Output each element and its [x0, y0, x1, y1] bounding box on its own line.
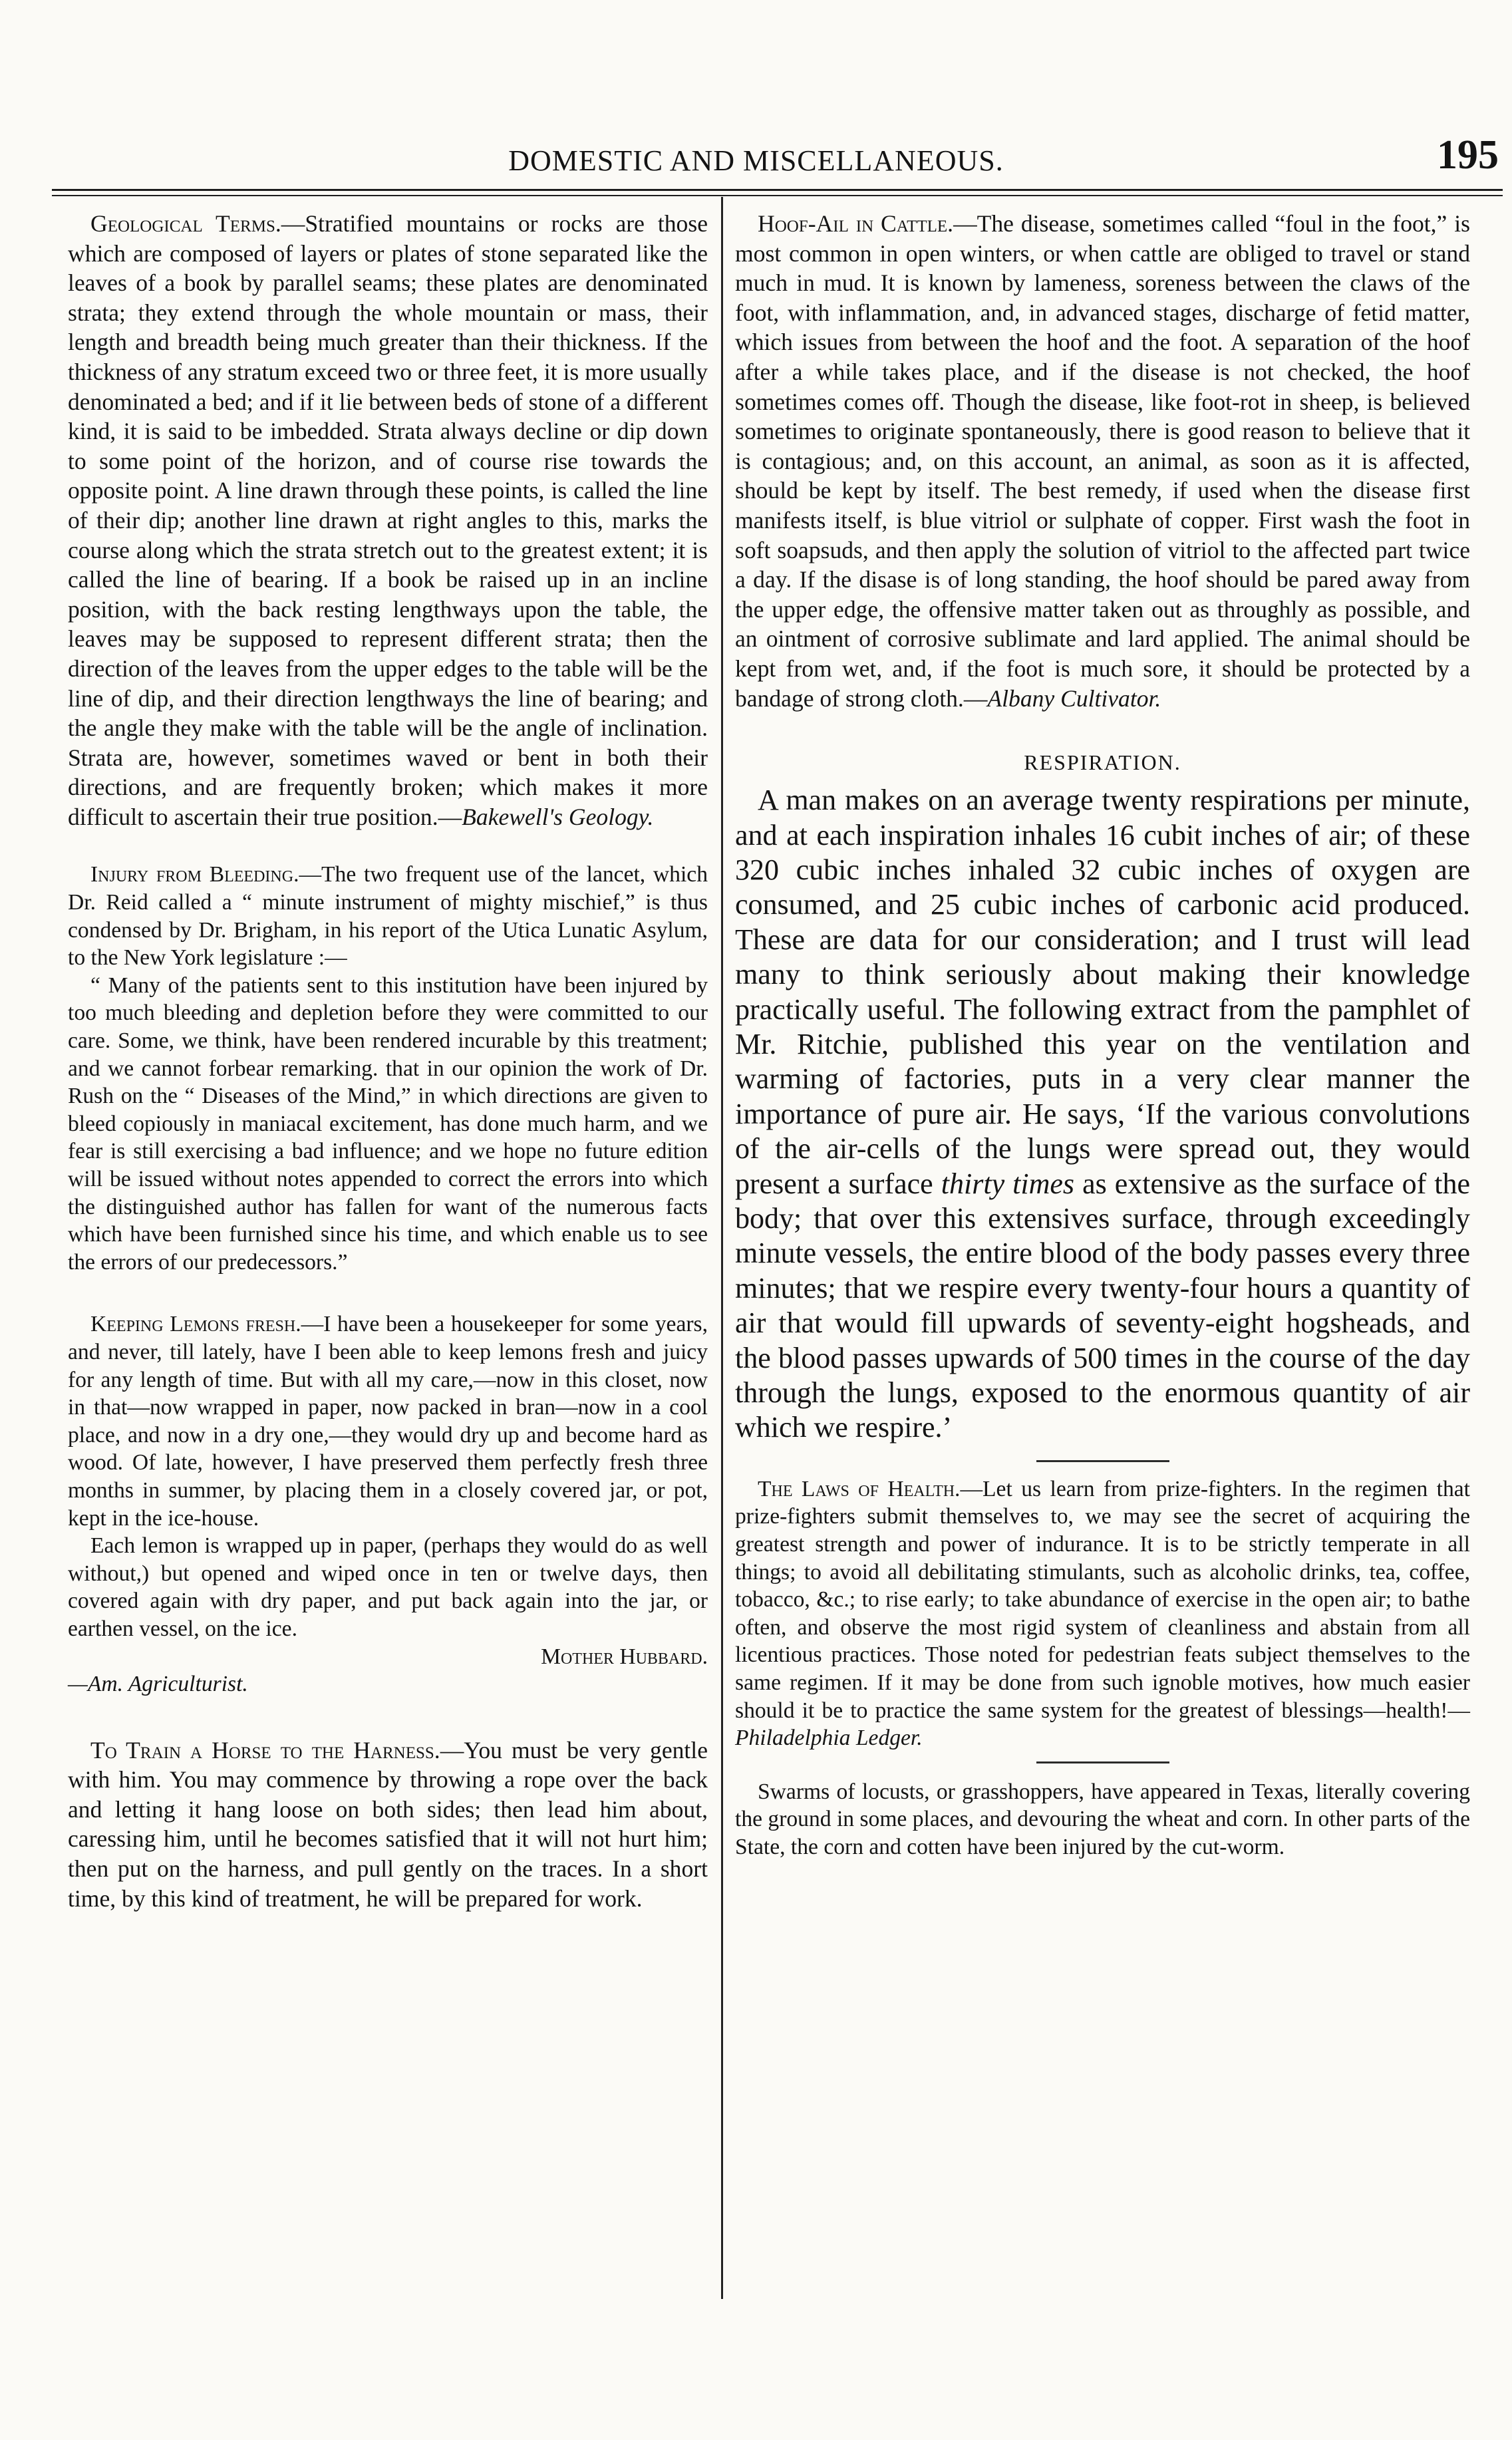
- article-injury-bleeding: [68, 861, 708, 971]
- column-divider: [721, 197, 723, 2299]
- article-locusts: Swarms of locusts, or grasshoppers, have appeared in Texas, literally covering the ground in some places, and devouring the wheat and corn. In other parts of the State, the corn and cotten have been injured by the cut-worm.: [735, 1779, 1470, 1859]
- article-body: —You must be very gentle with him. You may commence by throwing a rope over the back and letting it hang loose on both sides; then lead him about, caressing him, until he becomes satisfied that it will not hurt him; then put on the harness, and pull gently on the traces. In a short time, by this kind of treatment, he will be prepared for work.: [68, 1736, 708, 1912]
- page-number: 195: [1437, 132, 1499, 178]
- article-body: —Stratified mountains or rocks are those which are composed of layers or plates of stone separated like the leaves of a book by parallel seams; these plates are denominated strata; they extend through the whole mountain or mass, their length and breadth being much greater than their thickness. If the thickness of any stratum exceed two or three feet, it is more usually denominated a bed; and if it lie between beds of stone of a different kind, it is said to be imbedded. Strata always decline or dip down to some point of the horizon, and of course rise towards the opposite point. A line drawn through these points, is called the line of their dip; another line drawn at right angles to this, marks the course along which the strata stretch out to the greatest extent; it is called the line of bearing. If a book be raised up in an incline position, with the back resting lengthways upon the table, the leaves may be supposed to represent different strata; then the direction of the leaves from the upper edges to the table will be the line of dip, and their direction lengthways the line of bearing; and the angle they make with the table will be the angle of inclination. Strata are, however, sometimes waved or bent in both their directions, and are frequently broken; which makes it more difficult to ascertain their true position.—: [68, 210, 708, 830]
- article-laws-health: [735, 1475, 1470, 1752]
- running-title: DOMESTIC AND MISCELLANEOUS.: [508, 144, 1004, 177]
- article-title: To Train a Horse to the Harness.: [90, 1736, 440, 1763]
- article-source: Albany Cultivator.: [987, 685, 1161, 712]
- section-rule: [1036, 1460, 1169, 1462]
- right-column: [735, 204, 1470, 1861]
- article-emphasis: thirty times: [941, 1167, 1075, 1200]
- article-train-horse: [68, 1736, 708, 1914]
- article-body-end: as extensive as the surface of the body; that over this extensives surface, through exceedingly minute vessels, the entire blood of the body passes every three minutes; that we respire every twenty-four hours a quantity of air that would fill upwards of seventy-eight hogsheads, and the blood passes upwards of 500 times in the course of the day through the lungs, exposed to the enormous quantity of air which we respire.’: [735, 1167, 1471, 1444]
- article-source-text: —Am. Agriculturist.: [68, 1672, 248, 1697]
- article-keeping-lemons: [68, 1310, 708, 1532]
- article-quote: “ Many of the patients sent to this institution have been injured by too much bleeding and depletion before they were committed to our care. Some, we think, have been rendered incurable by this treatment; and we cannot forbear remarking. that in our opinion the work of Dr. Rush on the “ Diseases of the Mind,” in which directions are given to bleed copiously in maniacal excitement, has done much harm, and we fear is still exercising a bad influence; and we hope no future edition will be issued without notes appended to correct the errors into which the distinguished author has fallen for want of the numerous facts which have been furnished since his time, and which enable us to see the errors of our predecessors.”: [68, 973, 708, 1275]
- respiration-heading: RESPIRATION.: [1024, 750, 1181, 775]
- article-body-continued: Each lemon is wrapped up in paper, (perhaps they would do as well without,) but opened and wiped once in ten or twelve days, then covered again with dry paper, and put back again into the jar, or earthen vessel, on the ice.: [68, 1533, 708, 1641]
- article-body: —Let us learn from prize-fighters. In the regimen that prize-fighters submit themselves to, we may see the secret of acquiring the greatest strength and power of indurance. It is to be strictly temperate in all things; to avoid all debilitating stimulants, such as alcoholic drinks, tea, coffee, tobacco, &c.; to rise early; to take abundance of exercise in the open air; to bathe often, and observe the most rigid system of cleanliness and abstain from all licentious practices. Those noted for pedestrian feats subject themselves to the same regimen. If it may be done from such ignoble motives, how much easier should it be to practice the same system for the greatest of blessings—health!—: [735, 1476, 1471, 1723]
- article-title: The Laws of Health.: [758, 1476, 961, 1501]
- header-rule: [52, 189, 1503, 196]
- article-hoof-ail: [735, 209, 1470, 713]
- article-title: Geological Terms.: [90, 210, 281, 237]
- article-title: Injury from Bleeding.: [90, 862, 299, 887]
- article-source: [68, 1670, 708, 1698]
- article-geological-terms: [68, 209, 708, 832]
- article-body: —The two frequent use of the lancet, which Dr. Reid called a “ minute instrument of mighty mischief,” is thus condensed by Dr. Brigham, in his report of the Utica Lunatic Asylum, to the New York legislature :—: [68, 862, 708, 971]
- article-body: —I have been a housekeeper for some years, and never, till lately, have I been able to keep lemons fresh and juicy for any length of time. But with all my care,—now in this closet, now in that—now wrapped in paper, now packed in bran—now in a cool place, and now in a dry one,—they would dry up and become hard as wood. Of late, however, I have preserved them perfectly fresh three months in summer, by placing them in a closely covered jar, or pot, kept in the ice-house.: [68, 1312, 708, 1531]
- section-rule: [1036, 1761, 1169, 1763]
- article-body: —The disease, sometimes called “foul in the foot,” is most common in open winters, or when cattle are obliged to travel or stand much in mud. It is known by lameness, soreness between the claws of the foot, with inflammation, and, in advanced stages, discharge of fetid matter, which issues from between the hoof and the foot. A separation of the hoof after a while takes place, and if the disease is not checked, the hoof sometimes comes off. Though the disease, like foot-rot in sheep, is believed sometimes to originate spontaneously, there is good reason to believe that it is contagious; and, on this account, an animal, as soon as it is affected, should be kept by itself. The best remedy, if used when the disease first manifests itself, is blue vitriol or sulphate of copper. First wash the foot in soft soapsuds, and then apply the solution of vitriol to the affected part twice a day. If the disase is of long standing, the hoof should be pared away from the upper edge, the offensive matter taken out as throughly as possible, and an ointment of corrosive sublimate and lard applied. The animal should be kept from wet, and, if the foot is much sore, it should be protected by a bandage of strong cloth.—: [735, 210, 1470, 712]
- article-source: Bakewell's Geology.: [462, 803, 654, 830]
- article-source: Philadelphia Ledger.: [735, 1726, 923, 1751]
- article-body: A man makes on an average twenty respirations per minute, and at each inspiration inhales 16 cubit inches of air; of these 320 cubic inches inhaled 32 cubic inches of oxygen are consumed, and 25 cubic inches of carbonic acid produced. These are data for our consideration; and I trust will lead many to think seriously about making their knowledge practically useful. The following extract from the pamphlet of Mr. Ritchie, published this year on the ventilation and warming of factories, puts in a very clear manner the importance of pure air. He says, ‘If the various convolutions of the air-cells of the lungs were spread out, they would present a surface: [735, 784, 1470, 1200]
- left-column: [68, 204, 708, 1913]
- article-signature: Mother Hubbard.: [541, 1644, 708, 1669]
- article-respiration: [735, 783, 1470, 1446]
- article-title: Keeping Lemons fresh.: [90, 1312, 301, 1337]
- article-title: Hoof-Ail in Cattle.: [758, 210, 954, 237]
